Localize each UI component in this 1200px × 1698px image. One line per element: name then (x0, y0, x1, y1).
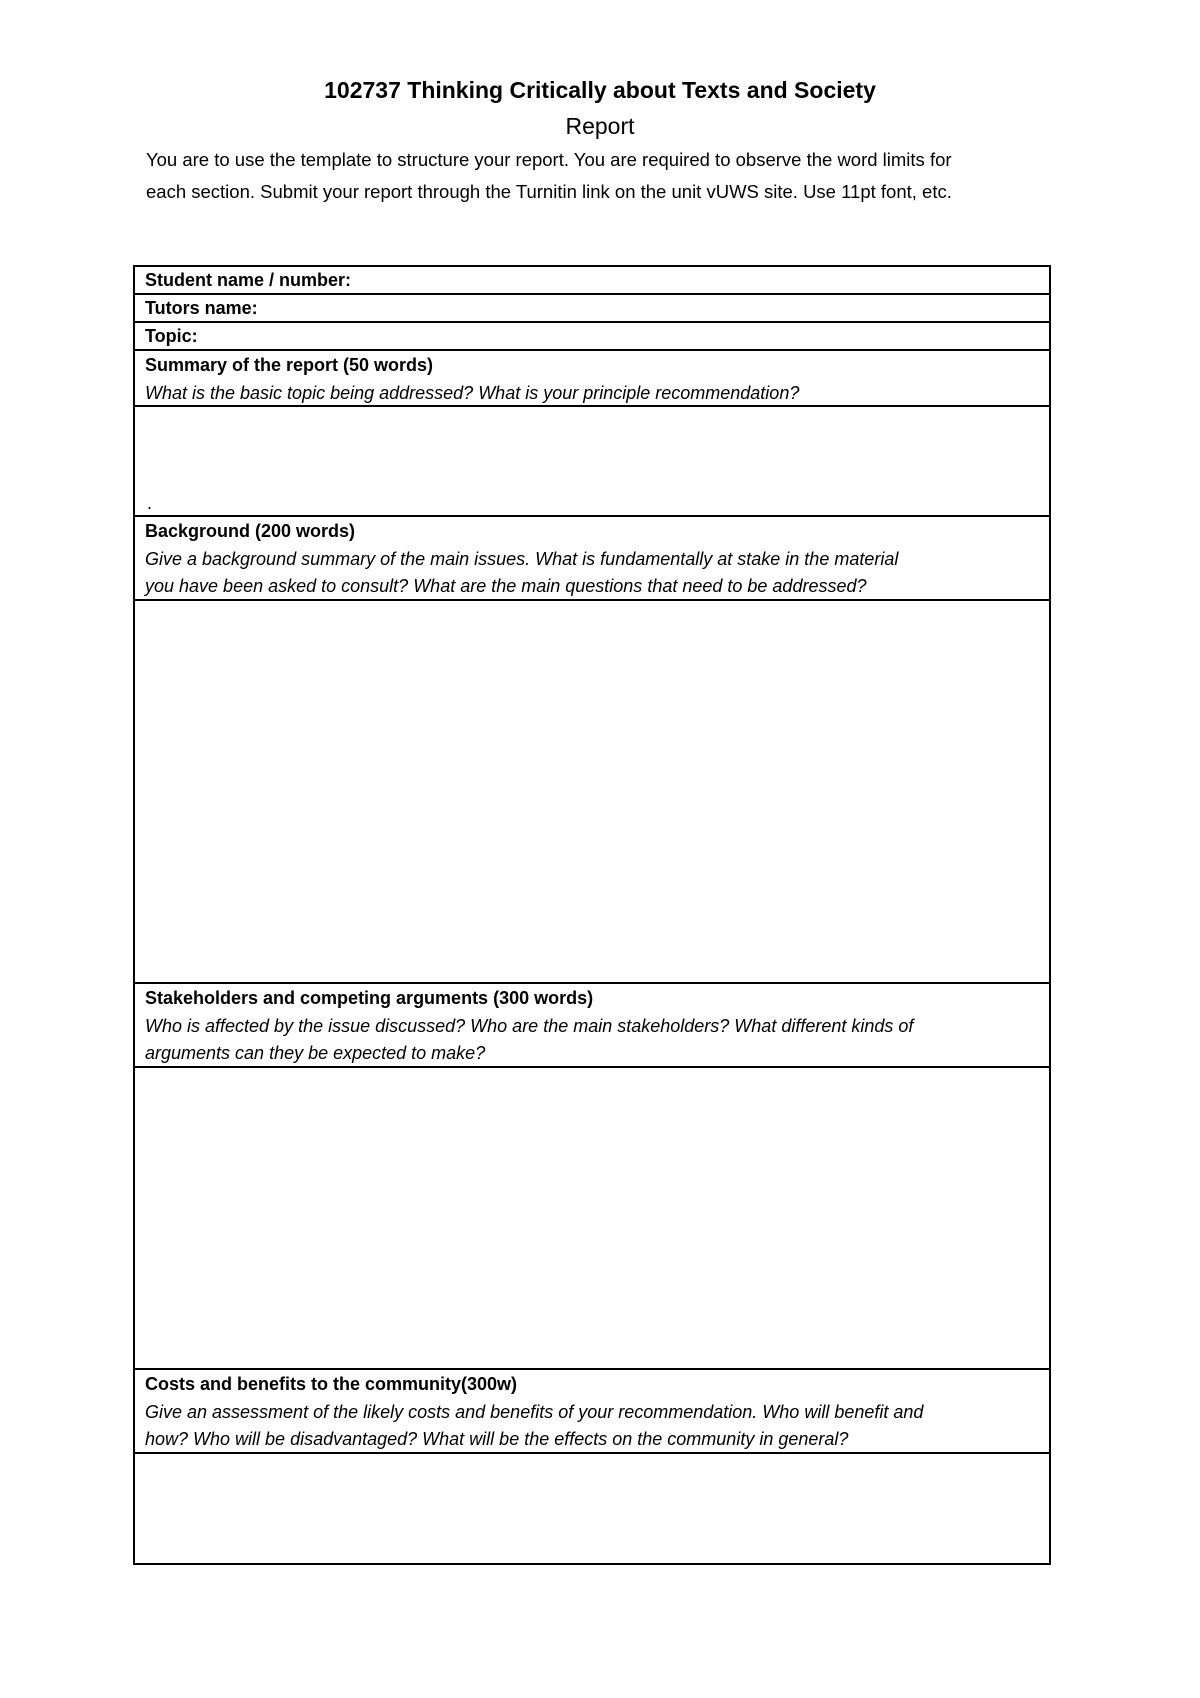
background-heading (135, 517, 1049, 601)
costs-prompt-line: Give an assessment of the likely costs and benefits of your recommendation. Who will benefit and (145, 1401, 924, 1422)
topic-label: Topic: (145, 326, 198, 346)
costs-heading (135, 1370, 1049, 1454)
summary-answer-mark: . (147, 493, 153, 513)
student-name-field[interactable] (135, 267, 1049, 295)
stakeholders-heading (135, 984, 1049, 1068)
costs-answer-area[interactable] (135, 1454, 1049, 1563)
summary-heading (135, 351, 1049, 407)
summary-prompt: What is the basic topic being addressed? What is your principle recommendation? (145, 382, 800, 403)
document-title: 102737 Thinking Critically about Texts and Society (324, 77, 876, 103)
tutor-name-field[interactable] (135, 295, 1049, 323)
instructions-line: each section. Submit your report through the Turnitin link on the unit vUWS site. Use 11pt font, etc. (146, 181, 952, 202)
document-subtitle: Report (565, 113, 635, 139)
summary-title: Summary of the report (50 words) (145, 355, 434, 375)
background-prompt-line: you have been asked to consult? What are the main questions that need to be addressed? (145, 576, 867, 596)
background-title: Background (200 words) (145, 521, 356, 541)
background-prompt-line: Give a background summary of the main issues. What is fundamentally at stake in the material (145, 548, 899, 569)
costs-title: Costs and benefits to the community(300w) (145, 1374, 518, 1394)
summary-answer-area[interactable] (135, 407, 1049, 517)
instructions-line: You are to use the template to structure your report. You are required to observe the word limits for (146, 149, 952, 170)
instructions (146, 144, 1066, 208)
costs-prompt-line: how? Who will be disadvantaged? What will be the effects on the community in general? (145, 1429, 849, 1449)
stakeholders-prompt-line: arguments can they be expected to make? (145, 1043, 486, 1063)
background-answer-area[interactable] (135, 601, 1049, 984)
report-template-table (133, 265, 1051, 1565)
topic-field[interactable] (135, 323, 1049, 351)
stakeholders-title: Stakeholders and competing arguments (300 words) (145, 988, 594, 1008)
tutor-name-label: Tutors name: (145, 298, 258, 318)
stakeholders-answer-area[interactable] (135, 1068, 1049, 1370)
student-name-label: Student name / number: (145, 270, 352, 290)
stakeholders-prompt-line: Who is affected by the issue discussed? Who are the main stakeholders? What different kinds of (145, 1015, 914, 1036)
document-header (0, 72, 1200, 144)
